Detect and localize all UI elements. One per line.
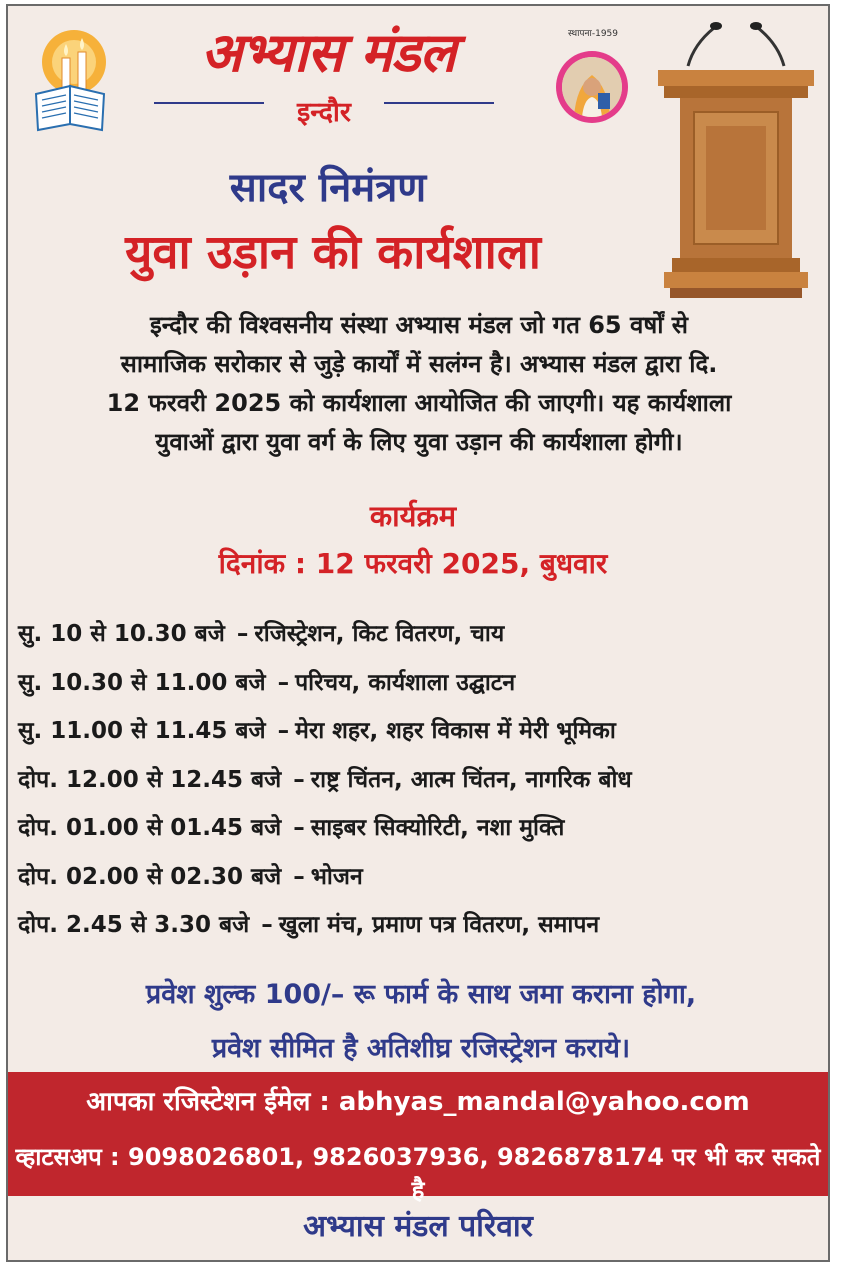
intro-line: सामाजिक सरोकार से जुड़े कार्यों में सलंग्न है। अभ्यास मंडल द्वारा दि.	[120, 350, 718, 378]
intro-line: 12 फरवरी 2025 को कार्यशाला आयोजित की जाएगी। यह कार्यशाला	[106, 389, 732, 417]
schedule-time: दोप. 02.00 से 02.30 बजे	[18, 863, 282, 890]
fee-line: प्रवेश शुल्क 100/– रू फार्म के साथ जमा कराना होगा,	[145, 979, 697, 1010]
fee-notice	[18, 968, 824, 1076]
program-date: दिनांक : 12 फरवरी 2025, बुधवार	[218, 547, 608, 580]
invitation-poster	[6, 4, 830, 1262]
schedule-activity: खुला मंच, प्रमाण पत्र वितरण, समापन	[278, 912, 600, 938]
header-rule-left	[154, 102, 264, 104]
schedule-item: दोप. 01.00 से 01.45 बजे – साइबर सिक्योरिटी, नशा मुक्ति	[18, 804, 826, 853]
schedule-time: सु. 10.30 से 11.00 बजे	[18, 669, 266, 696]
city-name: इन्दौर	[297, 97, 351, 128]
organization-name: अभ्यास मंडल	[200, 21, 456, 84]
event-title: युवा उड़ान की कार्यशाला	[125, 225, 541, 280]
email-row	[8, 1082, 828, 1118]
schedule-item: सु. 10 से 10.30 बजे – रजिस्ट्रेशन, किट वितरण, चाय	[18, 610, 826, 659]
candle-book-logo-icon	[30, 24, 108, 132]
portrait-medallion-icon	[556, 51, 628, 123]
email-address[interactable]: abhyas_mandal@yahoo.com	[338, 1087, 750, 1117]
schedule-item: दोप. 12.00 से 12.45 बजे – राष्ट्र चिंतन, आत्म चिंतन, नागरिक बोध	[18, 756, 826, 805]
schedule-item: सु. 10.30 से 11.00 बजे – परिचय, कार्यशाला उद्घाटन	[18, 659, 826, 708]
schedule-time: सु. 11.00 से 11.45 बजे	[18, 718, 266, 744]
whatsapp-suffix: पर भी कर सकते है	[411, 1143, 821, 1204]
program-heading: कार्यक्रम	[369, 499, 457, 533]
schedule-list	[18, 610, 826, 950]
podium-microphone-icon	[650, 14, 822, 304]
established-label: स्थापना-1959	[568, 29, 618, 39]
contact-band	[8, 1072, 828, 1204]
phone-numbers[interactable]: 9098026801, 9826037936, 9826878174	[128, 1143, 664, 1171]
schedule-activity: मेरा शहर, शहर विकास में मेरी भूमिका	[295, 718, 616, 744]
whatsapp-label: व्हाटसअप :	[15, 1143, 120, 1171]
email-label: आपका रजिस्टेशन ईमेल :	[86, 1087, 330, 1117]
schedule-time: दोप. 2.45 से 3.30 बजे	[18, 912, 250, 938]
footer-signature: अभ्यास मंडल परिवार	[303, 1209, 533, 1244]
schedule-time: दोप. 01.00 से 01.45 बजे	[18, 815, 282, 841]
schedule-item: दोप. 2.45 से 3.30 बजे – खुला मंच, प्रमाण पत्र वितरण, समापन	[18, 901, 826, 950]
schedule-activity: रजिस्ट्रेशन, किट वितरण, चाय	[254, 621, 505, 647]
schedule-time: सु. 10 से 10.30 बजे	[18, 621, 225, 647]
schedule-time: दोप. 12.00 से 12.45 बजे	[18, 766, 282, 793]
schedule-item: सु. 11.00 से 11.45 बजे – मेरा शहर, शहर विकास में मेरी भूमिका	[18, 707, 826, 756]
schedule-activity: राष्ट्र चिंतन, आत्म चिंतन, नागरिक बोध	[310, 766, 632, 793]
schedule-item: दोप. 02.00 से 02.30 बजे – भोजन	[18, 853, 826, 902]
schedule-activity: भोजन	[310, 863, 363, 890]
header-rule-right	[384, 102, 494, 104]
intro-paragraph	[24, 306, 814, 462]
schedule-activity: साइबर सिक्योरिटी, नशा मुक्ति	[310, 815, 565, 841]
schedule-activity: परिचय, कार्यशाला उद्घाटन	[295, 669, 516, 696]
fee-line: प्रवेश सीमित है अतिशीघ्र रजिस्ट्रेशन कराये।	[211, 1033, 631, 1064]
invitation-heading: सादर निमंत्रण	[229, 165, 427, 211]
whatsapp-row	[8, 1140, 828, 1206]
intro-line: युवाओं द्वारा युवा वर्ग के लिए युवा उड़ान की कार्यशाला होगी।	[155, 428, 683, 456]
intro-line: इन्दौर की विश्वसनीय संस्था अभ्यास मंडल जो गत 65 वर्षों से	[149, 311, 688, 339]
